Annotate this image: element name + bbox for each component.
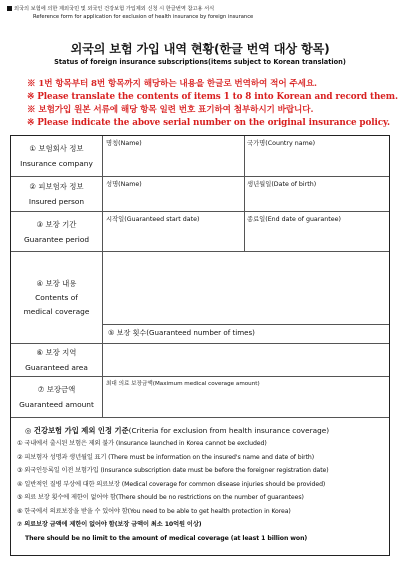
label-en: Guaranteed amount bbox=[19, 400, 94, 409]
label-en: Contents of bbox=[35, 292, 78, 302]
criteria-item: ① 국내에서 출시된 보험은 제외 불가 (Insurance launched in Korea cannot be excluded) bbox=[17, 440, 267, 447]
criteria-item: There should be no limit to the amount of medical coverage (at least 1 billion won) bbox=[25, 534, 308, 542]
note-korean-1: ※ 1번 항목부터 8번 항목까지 해당하는 내용을 한글로 번역하여 적어 주세요. bbox=[27, 79, 317, 89]
note-english-2: ※ Please indicate the above serial number on the original insurance policy. bbox=[27, 118, 390, 128]
label-ko: ① 보험회사 정보 bbox=[29, 144, 84, 153]
label-en: medical coverage bbox=[23, 306, 90, 316]
row-guarantee-period bbox=[11, 212, 389, 252]
label-ko: ⑦ 보장금액 bbox=[37, 385, 76, 394]
form-header-korean bbox=[7, 5, 397, 13]
field-max-coverage-amount[interactable]: 최대 의료 보장금액(Maximum medical coverage amount) bbox=[106, 381, 260, 387]
form-header bbox=[7, 5, 397, 21]
label-en: Guarantee period bbox=[23, 234, 90, 244]
note-korean-2: ※ 보험가입 원본 서류에 해당 항목 일련 번호 표기하여 첨부하시기 바랍니다. bbox=[27, 105, 314, 115]
criteria-item: ② 피보험자 성명과 생년월일 표기 (There must be information on the insured's name and date of birth) bbox=[17, 453, 315, 461]
label-ko: ④ 보장 내용 bbox=[36, 278, 77, 288]
label-guaranteed-amount bbox=[11, 377, 103, 417]
row-guaranteed-amount bbox=[11, 377, 389, 418]
criteria-item: ④ 일반적인 질병 부상에 대한 의료보장 (Medical coverage for common disease injuries should be provided) bbox=[17, 480, 326, 488]
label-guaranteed-area bbox=[11, 344, 103, 376]
label-insurance-company bbox=[11, 136, 103, 176]
field-guaranteed-area[interactable] bbox=[103, 344, 389, 376]
label-ko: ② 피보험자 정보 bbox=[29, 182, 84, 191]
criteria-item: ③ 외국인등록일 이전 보험가입 (Insurance subscription date must be before the foreigner registration date) bbox=[17, 467, 329, 474]
document-subtitle: Status of foreign insurance subscriptions(items subject to Korean translation) bbox=[54, 58, 346, 66]
insurance-form-table bbox=[10, 135, 390, 556]
field-insurer-name[interactable]: 명칭(Name) bbox=[106, 140, 142, 147]
field-insured-name[interactable]: 성명(Name) bbox=[106, 181, 142, 188]
note-english-1: ※ Please translate the contents of items 1 to 8 into Korean and record them. bbox=[27, 92, 398, 102]
row-insured-person bbox=[11, 177, 389, 212]
document-title: 외국의 보험 가입 내역 현황(한글 번역 대상 항목) bbox=[70, 42, 330, 56]
row-guaranteed-area bbox=[11, 344, 389, 377]
exclusion-criteria bbox=[11, 418, 389, 557]
bullet-square-icon bbox=[7, 6, 12, 11]
criteria-title-korean: ◎ 건강보험 가입 제외 인정 기준 bbox=[25, 426, 129, 435]
instruction-notes bbox=[27, 78, 397, 130]
criteria-title-english: (Criteria for exclusion from health insurance coverage) bbox=[128, 426, 330, 435]
criteria-item: ⑥ 한국에서 의료보장을 받을 수 있어야 함(You need to be able to get health protection in Korea) bbox=[17, 507, 291, 515]
field-end-date[interactable]: 종료일(End date of guarantee) bbox=[247, 216, 341, 223]
field-coverage-contents[interactable] bbox=[103, 252, 389, 324]
field-guaranteed-times[interactable]: ⑤ 보장 횟수(Guaranteed number of times) bbox=[108, 328, 255, 337]
field-country-name[interactable]: 국가명(Country name) bbox=[247, 140, 316, 147]
label-en: Guaranteed area bbox=[25, 363, 88, 372]
label-insured-person bbox=[11, 177, 103, 211]
criteria-item: ⑤ 의료 보장 횟수에 제한이 없어야 함(There should be no restrictions on the number of guarantees) bbox=[17, 494, 304, 501]
header-line-2: Reference form for application for exclusion of health insurance by foreign insurance bbox=[33, 14, 254, 20]
label-en: Insured person bbox=[28, 197, 85, 206]
label-medical-coverage bbox=[11, 252, 103, 343]
label-guarantee-period bbox=[11, 212, 103, 251]
divider bbox=[103, 324, 389, 325]
label-ko: ③ 보장 기간 bbox=[36, 219, 77, 229]
criteria-item: ⑦ 의료보장 금액에 제한이 없어야 함(보장 금액이 최소 10억원 이상) bbox=[17, 521, 202, 528]
label-en: Insurance company bbox=[20, 159, 93, 168]
label-ko: ⑥ 보장 지역 bbox=[36, 348, 77, 357]
field-date-of-birth[interactable]: 생년월일(Date of birth) bbox=[247, 181, 317, 188]
criteria-title bbox=[17, 425, 389, 437]
header-line-1: 외국의 보험에 의한 제외국민 및 외국인 건강보험 가입제외 신청 시 한글번역 참고용 서식 bbox=[14, 6, 215, 12]
row-insurance-company bbox=[11, 136, 389, 177]
row-medical-coverage bbox=[11, 252, 389, 344]
field-start-date[interactable]: 시작일(Guaranteed start date) bbox=[106, 216, 200, 223]
